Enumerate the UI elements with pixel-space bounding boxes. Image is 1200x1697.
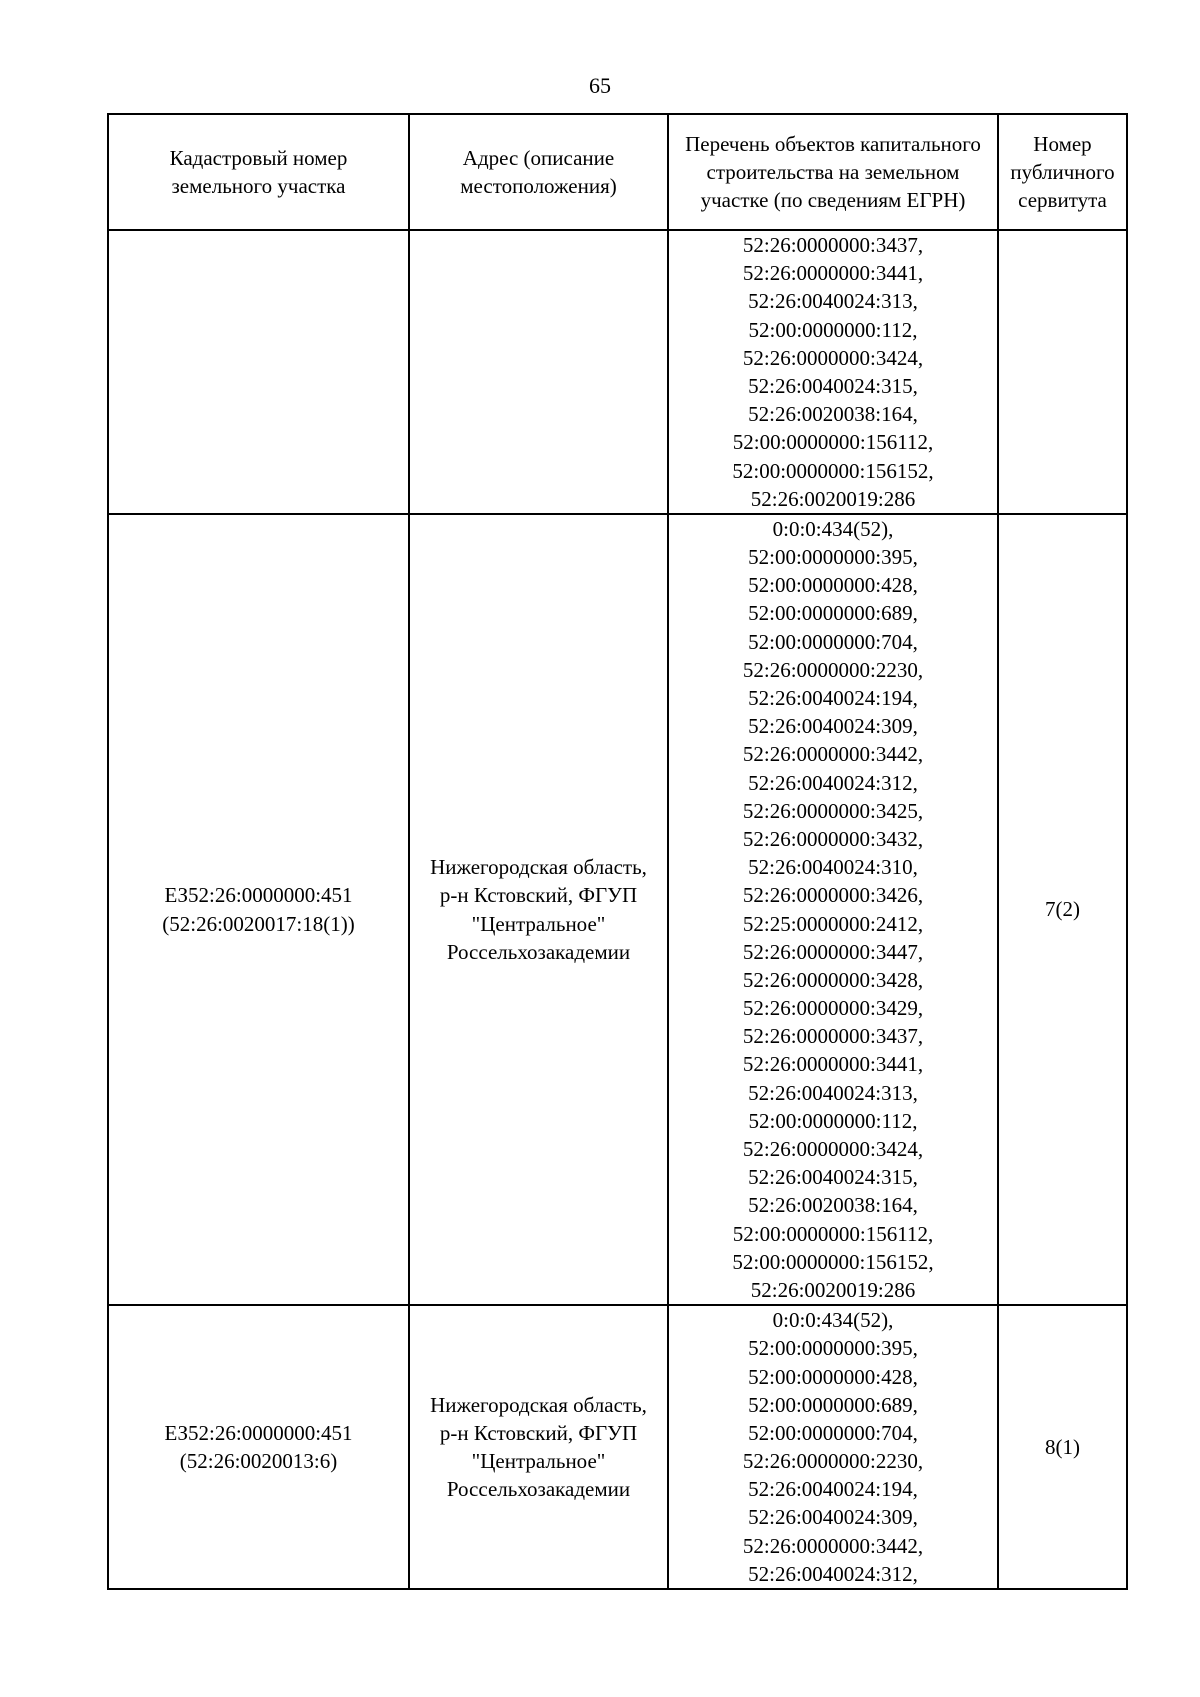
cell-objects-line: 52:00:0000000:689, xyxy=(748,1392,918,1417)
cell-objects xyxy=(668,1305,998,1589)
table-header-row xyxy=(108,114,1127,230)
cell-objects-line: 0:0:0:434(52), xyxy=(772,1308,894,1333)
cell-objects-line: 0:0:0:434(52), xyxy=(772,516,894,541)
cell-cadastral xyxy=(108,514,409,1305)
cell-address-line: Россельхозакадемии xyxy=(446,1477,631,1502)
cell-address xyxy=(409,1305,668,1589)
cell-address-line: "Центральное" xyxy=(471,1449,606,1474)
cell-servitude: 8(1) xyxy=(998,1305,1127,1589)
cell-address xyxy=(409,230,668,514)
cell-objects-line: 52:00:0000000:156112, xyxy=(732,1221,934,1246)
cell-objects-line: 52:00:0000000:395, xyxy=(748,545,918,570)
cell-objects-line: 52:26:0040024:312, xyxy=(748,770,918,795)
cell-objects-line: 52:26:0000000:3426, xyxy=(742,883,924,908)
cell-cadastral-line: ЕЗ52:26:0000000:451 xyxy=(164,1420,353,1445)
cell-objects-line: 52:26:0040024:309, xyxy=(748,714,918,739)
cell-objects-line: 52:26:0000000:2230, xyxy=(742,657,924,682)
cell-objects-line: 52:26:0040024:310, xyxy=(748,855,918,880)
cell-objects-line: 52:26:0040024:313, xyxy=(748,289,918,314)
page-number: 65 xyxy=(589,73,611,98)
cell-address-line: Нижегородская область, xyxy=(430,1392,647,1417)
cell-address-line: р-н Кстовский, ФГУП xyxy=(439,883,638,908)
cell-objects-line: 52:26:0000000:3442, xyxy=(742,1533,924,1558)
cell-objects-line: 52:00:0000000:428, xyxy=(748,1364,918,1389)
cell-objects-line: 52:26:0000000:3432, xyxy=(742,826,924,851)
cell-address-line: р-н Кстовский, ФГУП xyxy=(439,1420,638,1445)
cell-cadastral xyxy=(108,230,409,514)
cell-objects-line: 52:26:0040024:309, xyxy=(748,1505,918,1530)
header-address: Адрес (описание местоположения) xyxy=(409,114,668,230)
cell-address xyxy=(409,514,668,1305)
cell-objects xyxy=(668,230,998,514)
cell-objects-line: 52:26:0000000:2230, xyxy=(742,1449,924,1474)
servitude-table xyxy=(107,113,1128,1590)
cell-objects-line: 52:26:0040024:312, xyxy=(748,1561,918,1586)
cell-objects-line: 52:26:0040024:315, xyxy=(748,1165,918,1190)
cell-cadastral-line: (52:26:0020013:6) xyxy=(179,1449,338,1474)
cell-objects-line: 52:00:0000000:156152, xyxy=(732,458,934,483)
header-cadastral: Кадастровый номер земельного участка xyxy=(108,114,409,230)
cell-servitude: 7(2) xyxy=(998,514,1127,1305)
cell-objects xyxy=(668,514,998,1305)
cell-objects-line: 52:00:0000000:156112, xyxy=(732,430,934,455)
cell-objects-line: 52:26:0000000:3441, xyxy=(742,261,924,286)
cell-objects-line: 52:26:0040024:315, xyxy=(748,373,918,398)
cell-objects-line: 52:26:0020019:286 xyxy=(750,486,916,511)
table-row xyxy=(108,1305,1127,1589)
cell-objects-line: 52:26:0000000:3442, xyxy=(742,742,924,767)
cell-objects-line: 52:00:0000000:112, xyxy=(748,317,918,342)
cell-objects-line: 52:00:0000000:395, xyxy=(748,1336,918,1361)
cell-objects-line: 52:26:0040024:194, xyxy=(748,686,918,710)
cell-address-line: "Центральное" xyxy=(471,911,606,936)
cell-cadastral-line: (52:26:0020017:18(1)) xyxy=(162,911,355,936)
header-servitude: Номер публичного сервитута xyxy=(998,114,1127,230)
header-objects: Перечень объектов капитального строительства на земельном участке (по сведениям ЕГРН) xyxy=(668,114,998,230)
cell-objects-line: 52:26:0000000:3428, xyxy=(742,967,924,992)
cell-objects-line: 52:26:0000000:3437, xyxy=(742,233,924,257)
cell-objects-line: 52:26:0000000:3447, xyxy=(742,939,924,964)
cell-objects-line: 52:26:0020019:286 xyxy=(750,1277,916,1302)
cell-objects-line: 52:26:0000000:3424, xyxy=(742,1137,924,1161)
cell-objects-line: 52:26:0000000:3441, xyxy=(742,1052,924,1077)
cell-objects-line: 52:00:0000000:112, xyxy=(748,1108,918,1133)
cell-objects-line: 52:00:0000000:704, xyxy=(748,629,918,654)
table-body xyxy=(108,230,1127,1589)
cell-objects-line: 52:00:0000000:704, xyxy=(748,1420,918,1445)
cell-objects-line: 52:00:0000000:428, xyxy=(748,573,918,598)
cell-address-line: Россельхозакадемии xyxy=(446,939,631,964)
table-row xyxy=(108,514,1127,1305)
table-row xyxy=(108,230,1127,514)
cell-address-line: Нижегородская область, xyxy=(430,855,647,880)
cell-objects-line: 52:26:0000000:3424, xyxy=(742,345,924,370)
cell-servitude xyxy=(998,230,1127,514)
cell-objects-line: 52:26:0020038:164, xyxy=(748,402,918,427)
cell-objects-line: 52:25:0000000:2412, xyxy=(742,911,924,936)
cell-objects-line: 52:26:0040024:194, xyxy=(748,1477,918,1502)
cell-objects-line: 52:26:0020038:164, xyxy=(748,1193,918,1218)
cell-cadastral-line: ЕЗ52:26:0000000:451 xyxy=(164,883,353,908)
cell-objects-line: 52:26:0000000:3429, xyxy=(742,996,924,1021)
cell-objects-line: 52:26:0040024:313, xyxy=(748,1080,918,1105)
cell-objects-line: 52:26:0000000:3437, xyxy=(742,1024,924,1049)
cell-objects-line: 52:00:0000000:156152, xyxy=(732,1249,934,1274)
cell-cadastral xyxy=(108,1305,409,1589)
cell-objects-line: 52:26:0000000:3425, xyxy=(742,798,924,823)
cell-objects-line: 52:00:0000000:689, xyxy=(748,601,918,626)
